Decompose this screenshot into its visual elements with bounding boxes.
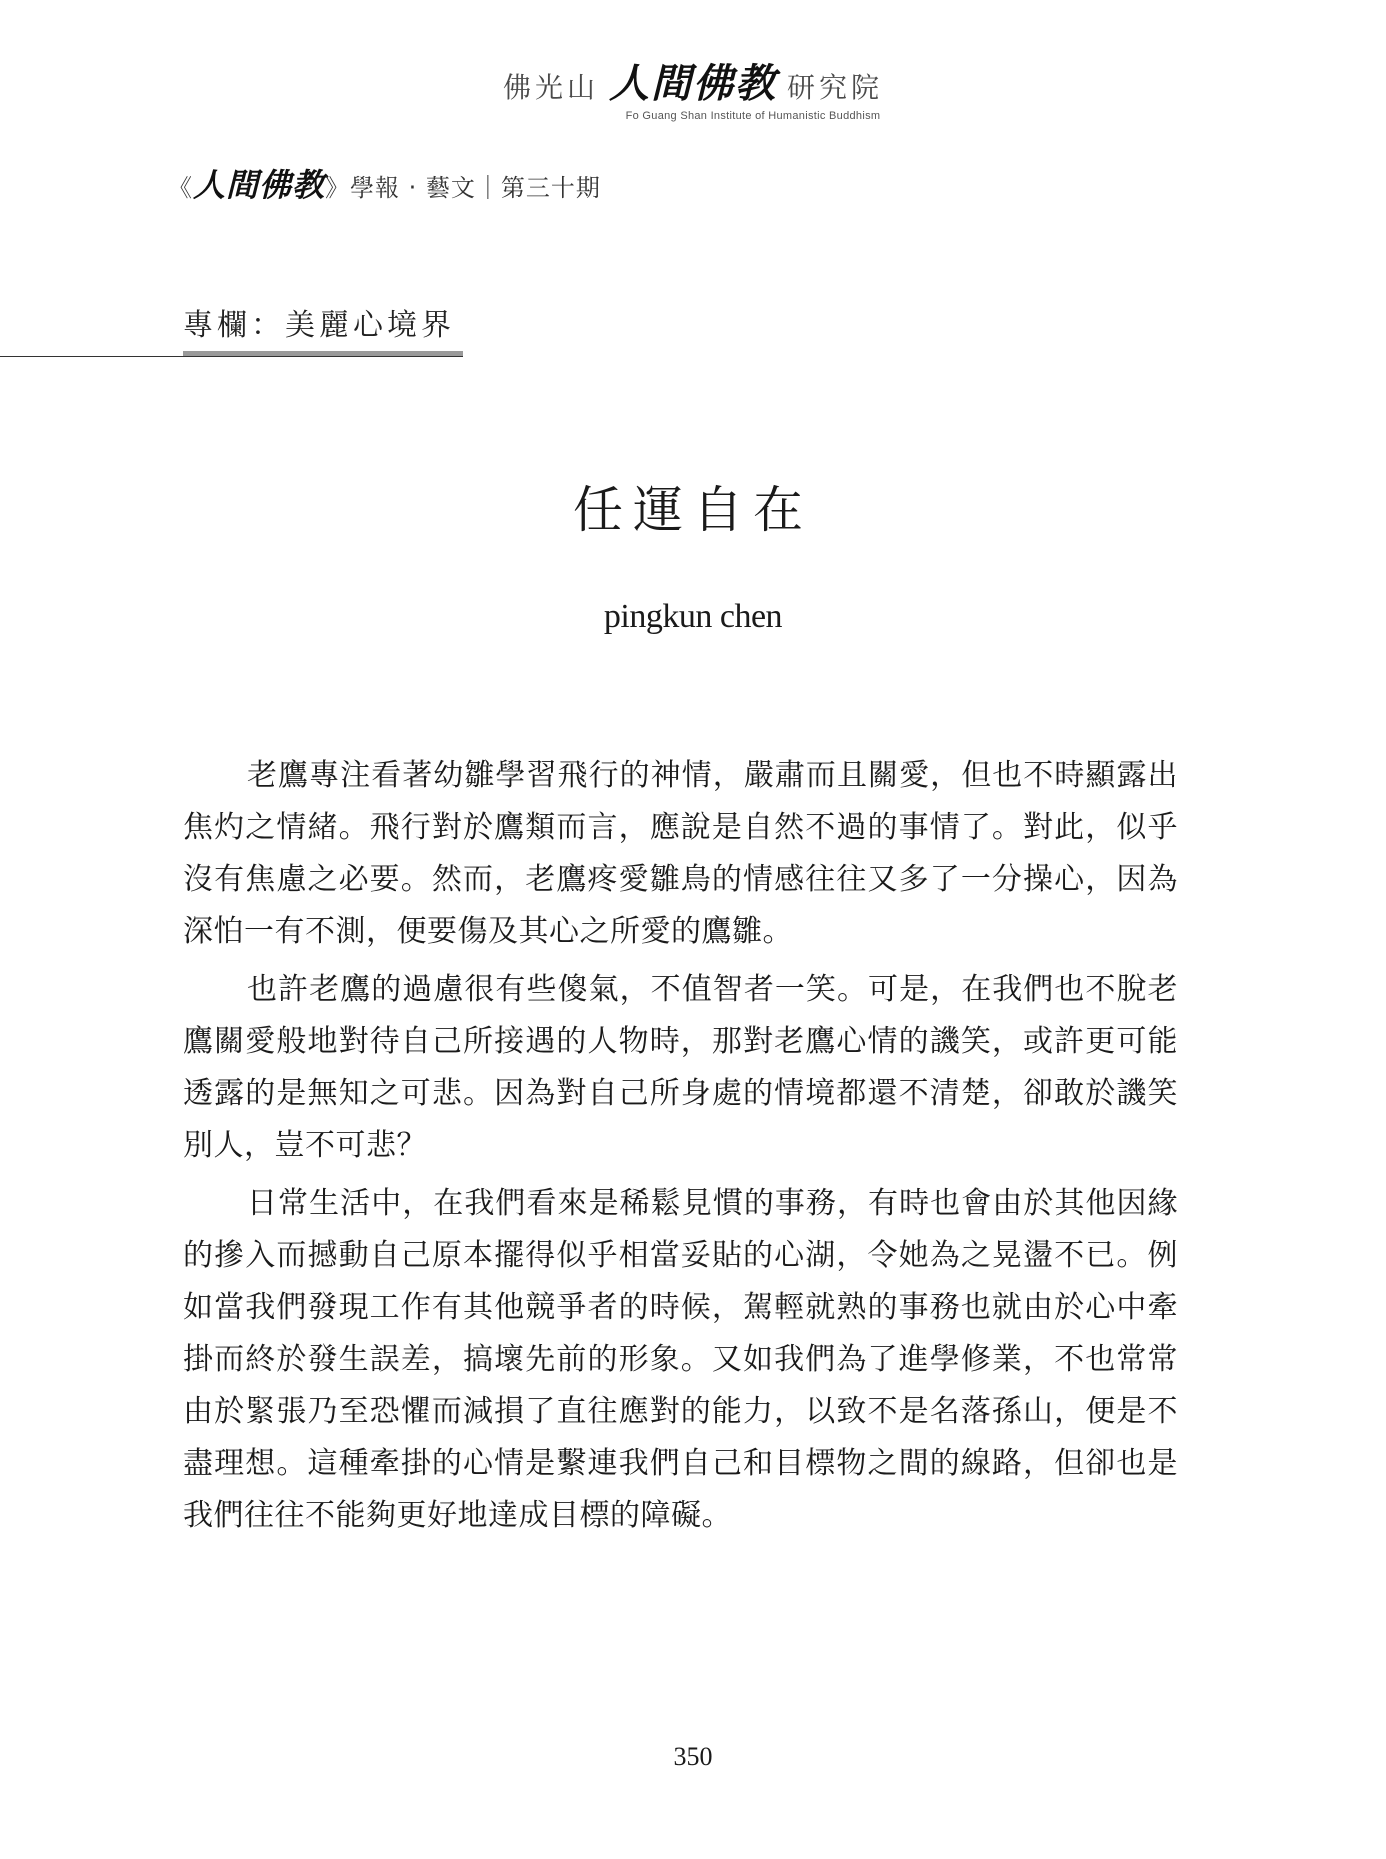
- institute-header: [0, 61, 1386, 122]
- paragraph: 老鷹專注看著幼雛學習飛行的神情，嚴肅而且關愛，但也不時顯露出焦灼之情緒。飛行對於鷹類而言，應說是自然不過的事情了。對此，似乎沒有焦慮之必要。然而，老鷹疼愛雛鳥的情感往往又多了一分操心，因為深怕一有不測，便要傷及其心之所愛的鷹雛。: [183, 758, 1178, 949]
- paragraph: 日常生活中，在我們看來是稀鬆見慣的事務，有時也會由於其他因緣的摻入而撼動自己原本擺得似乎相當妥貼的心湖，令她為之晃盪不已。例如當我們發現工作有其他競爭者的時候，駕輕就熟的事務也就由於心中牽掛而終於發生誤差，搞壞先前的形象。又如我們為了進學修業，不也常常由於緊張乃至恐懼而減損了直往應對的能力，以致不是名落孫山，便是不盡理想。這種牽掛的心情是繫連我們自己和目標物之間的線路，但卻也是我們往往不能夠更好地達成目標的障礙。: [183, 1186, 1178, 1533]
- institute-name-english: Fo Guang Shan Institute of Humanistic Buddhism: [625, 110, 881, 122]
- journal-logo: 人間佛教: [193, 166, 326, 204]
- column-underline: [183, 351, 463, 356]
- institute-logo: 人間佛教: [609, 61, 777, 107]
- institute-name-right: 研究院: [787, 71, 884, 104]
- page-number: 350: [673, 1742, 713, 1771]
- journal-issue-info: 學報 ‧ 藝文｜第三十期: [350, 174, 601, 202]
- article-body: [183, 750, 1178, 1548]
- article-title: 任運自在: [573, 481, 813, 539]
- journal-close-bracket: 》: [325, 174, 351, 202]
- institute-name: [0, 61, 1386, 108]
- column-label: 專欄：美麗心境界: [183, 308, 455, 343]
- paragraph: 也許老鷹的過慮很有些傻氣，不值智者一笑。可是，在我們也不脫老鷹關愛般地對待自己所接遇的人物時，那對老鷹心情的譏笑，或許更可能透露的是無知之可悲。因為對自己所身處的情境都還不清楚，卻敢於譏笑別人，豈不可悲？: [183, 972, 1178, 1163]
- column-rule: [0, 356, 463, 357]
- journal-open-bracket: 《: [168, 174, 193, 202]
- institute-name-left: 佛光山: [502, 71, 599, 104]
- journal-running-head: [168, 160, 601, 206]
- article-author: pingkun chen: [603, 598, 783, 635]
